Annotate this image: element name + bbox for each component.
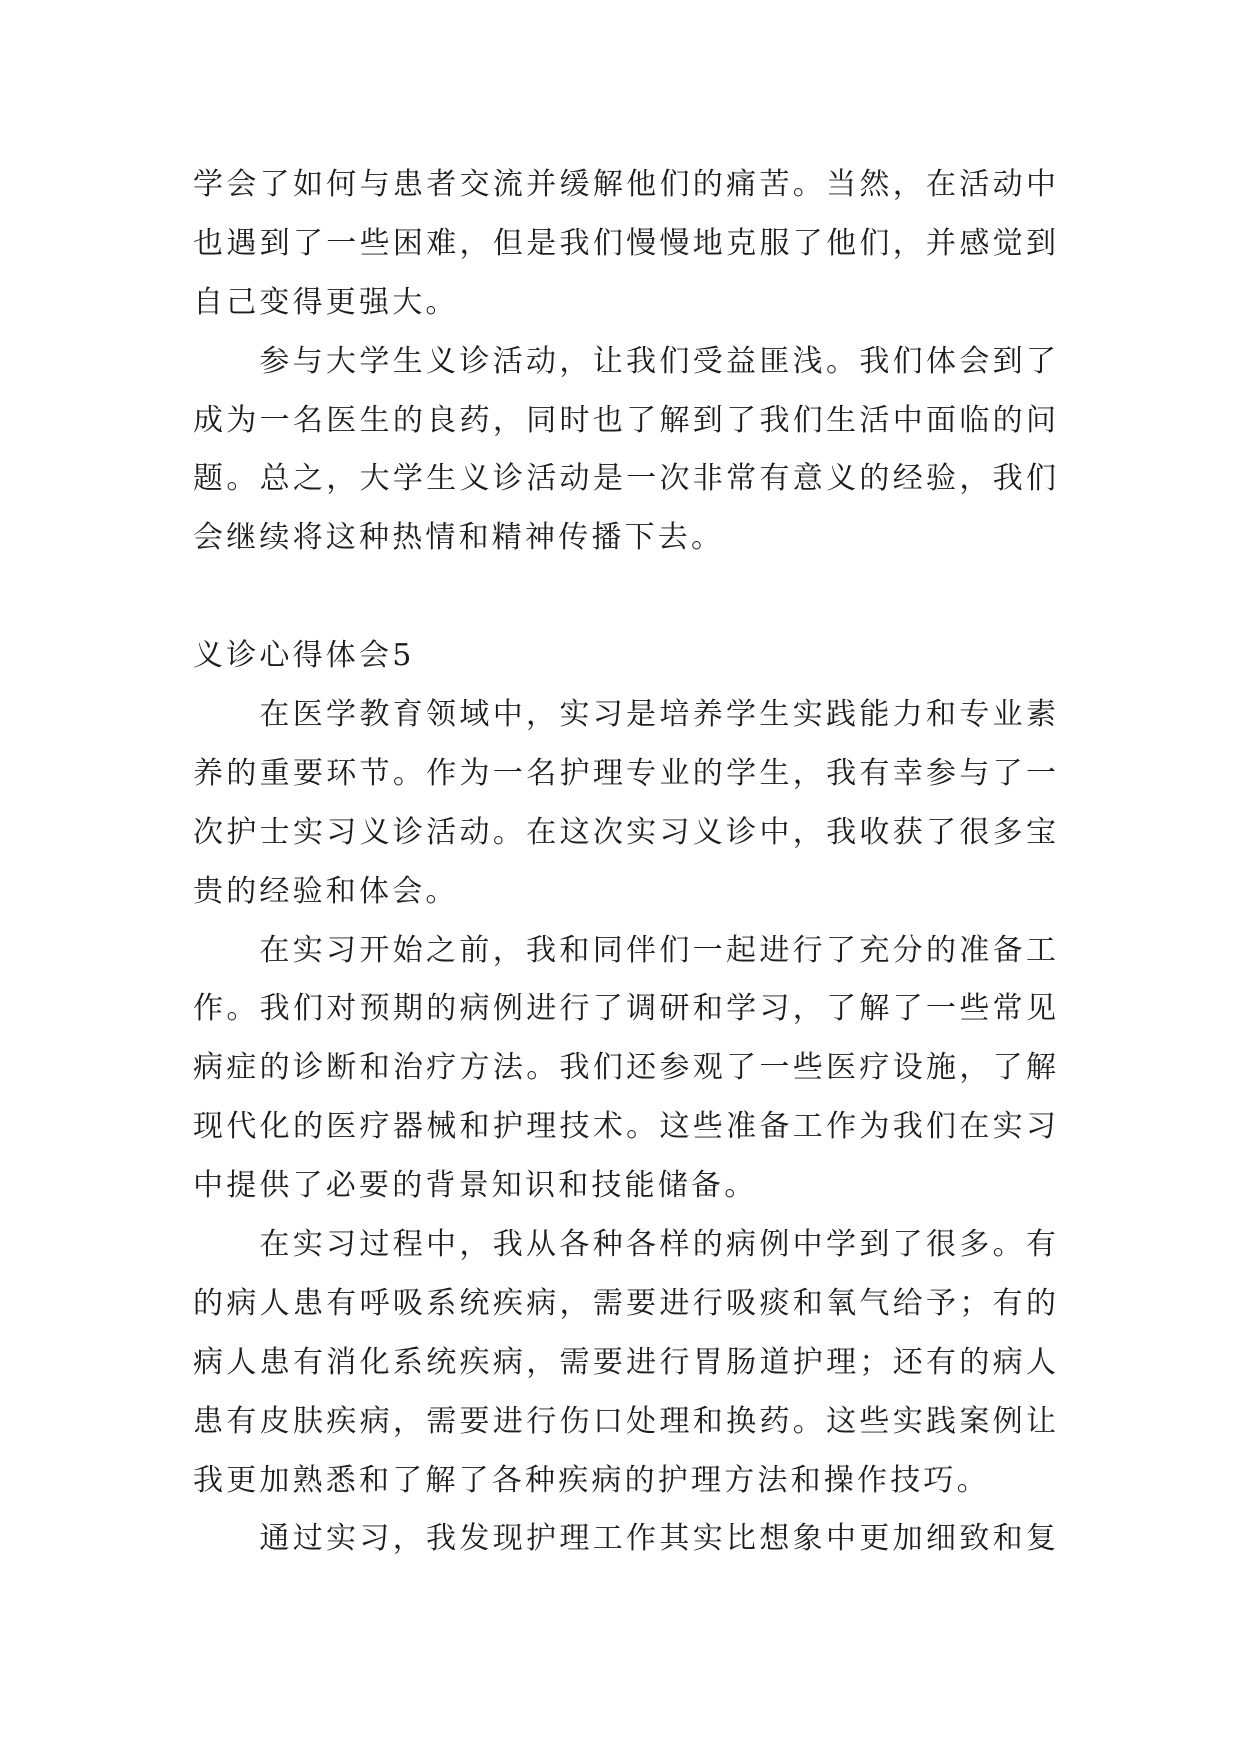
text-line: 的病人患有呼吸系统疾病，需要进行吸痰和氧气给予；有的 — [193, 1285, 1056, 1321]
paragraph — [193, 922, 1056, 1216]
section-title: 义诊心得体会5 — [193, 638, 415, 674]
text-line: 通过实习，我发现护理工作其实比想象中更加细致和复 — [259, 1521, 1056, 1557]
text-line: 作。我们对预期的病例进行了调研和学习，了解了一些常见 — [193, 991, 1056, 1027]
paragraph — [193, 1510, 1056, 1569]
text-line: 次护士实习义诊活动。在这次实习义诊中，我收获了很多宝 — [193, 814, 1056, 850]
text-line: 中提供了必要的背景知识和技能储备。 — [193, 1168, 758, 1204]
paragraph — [193, 333, 1056, 569]
document-body — [193, 156, 1056, 1569]
text-line: 也遇到了一些困难，但是我们慢慢地克服了他们，并感觉到 — [193, 225, 1056, 261]
text-line: 成为一名医生的良药，同时也了解到了我们生活中面临的问 — [193, 402, 1056, 438]
blank-line — [193, 568, 1056, 627]
text-line: 在实习开始之前，我和同伴们一起进行了充分的准备工 — [259, 932, 1056, 968]
text-line: 参与大学生义诊活动，让我们受益匪浅。我们体会到了 — [259, 343, 1056, 379]
text-line: 贵的经验和体会。 — [193, 873, 459, 909]
text-line: 在医学教育领域中，实习是培养学生实践能力和专业素 — [259, 697, 1056, 733]
paragraph — [193, 686, 1056, 922]
text-line: 学会了如何与患者交流并缓解他们的痛苦。当然，在活动中 — [193, 167, 1056, 202]
paragraph — [193, 1216, 1056, 1510]
text-line: 自己变得更强大。 — [193, 284, 459, 320]
text-line: 养的重要环节。作为一名护理专业的学生，我有幸参与了一 — [193, 755, 1056, 791]
text-line: 会继续将这种热情和精神传播下去。 — [193, 520, 725, 556]
paragraph — [193, 156, 1056, 333]
text-line: 病人患有消化系统疾病，需要进行胃肠道护理；还有的病人 — [193, 1344, 1056, 1380]
text-line: 题。总之，大学生义诊活动是一次非常有意义的经验，我们 — [193, 461, 1056, 497]
text-line: 患有皮肤疾病，需要进行伤口处理和换药。这些实践案例让 — [193, 1403, 1056, 1439]
text-line: 病症的诊断和治疗方法。我们还参观了一些医疗设施，了解 — [193, 1050, 1056, 1086]
text-line: 现代化的医疗器械和护理技术。这些准备工作为我们在实习 — [193, 1109, 1056, 1145]
text-line: 在实习过程中，我从各种各样的病例中学到了很多。有 — [259, 1227, 1056, 1263]
text-line: 我更加熟悉和了解了各种疾病的护理方法和操作技巧。 — [193, 1462, 990, 1498]
